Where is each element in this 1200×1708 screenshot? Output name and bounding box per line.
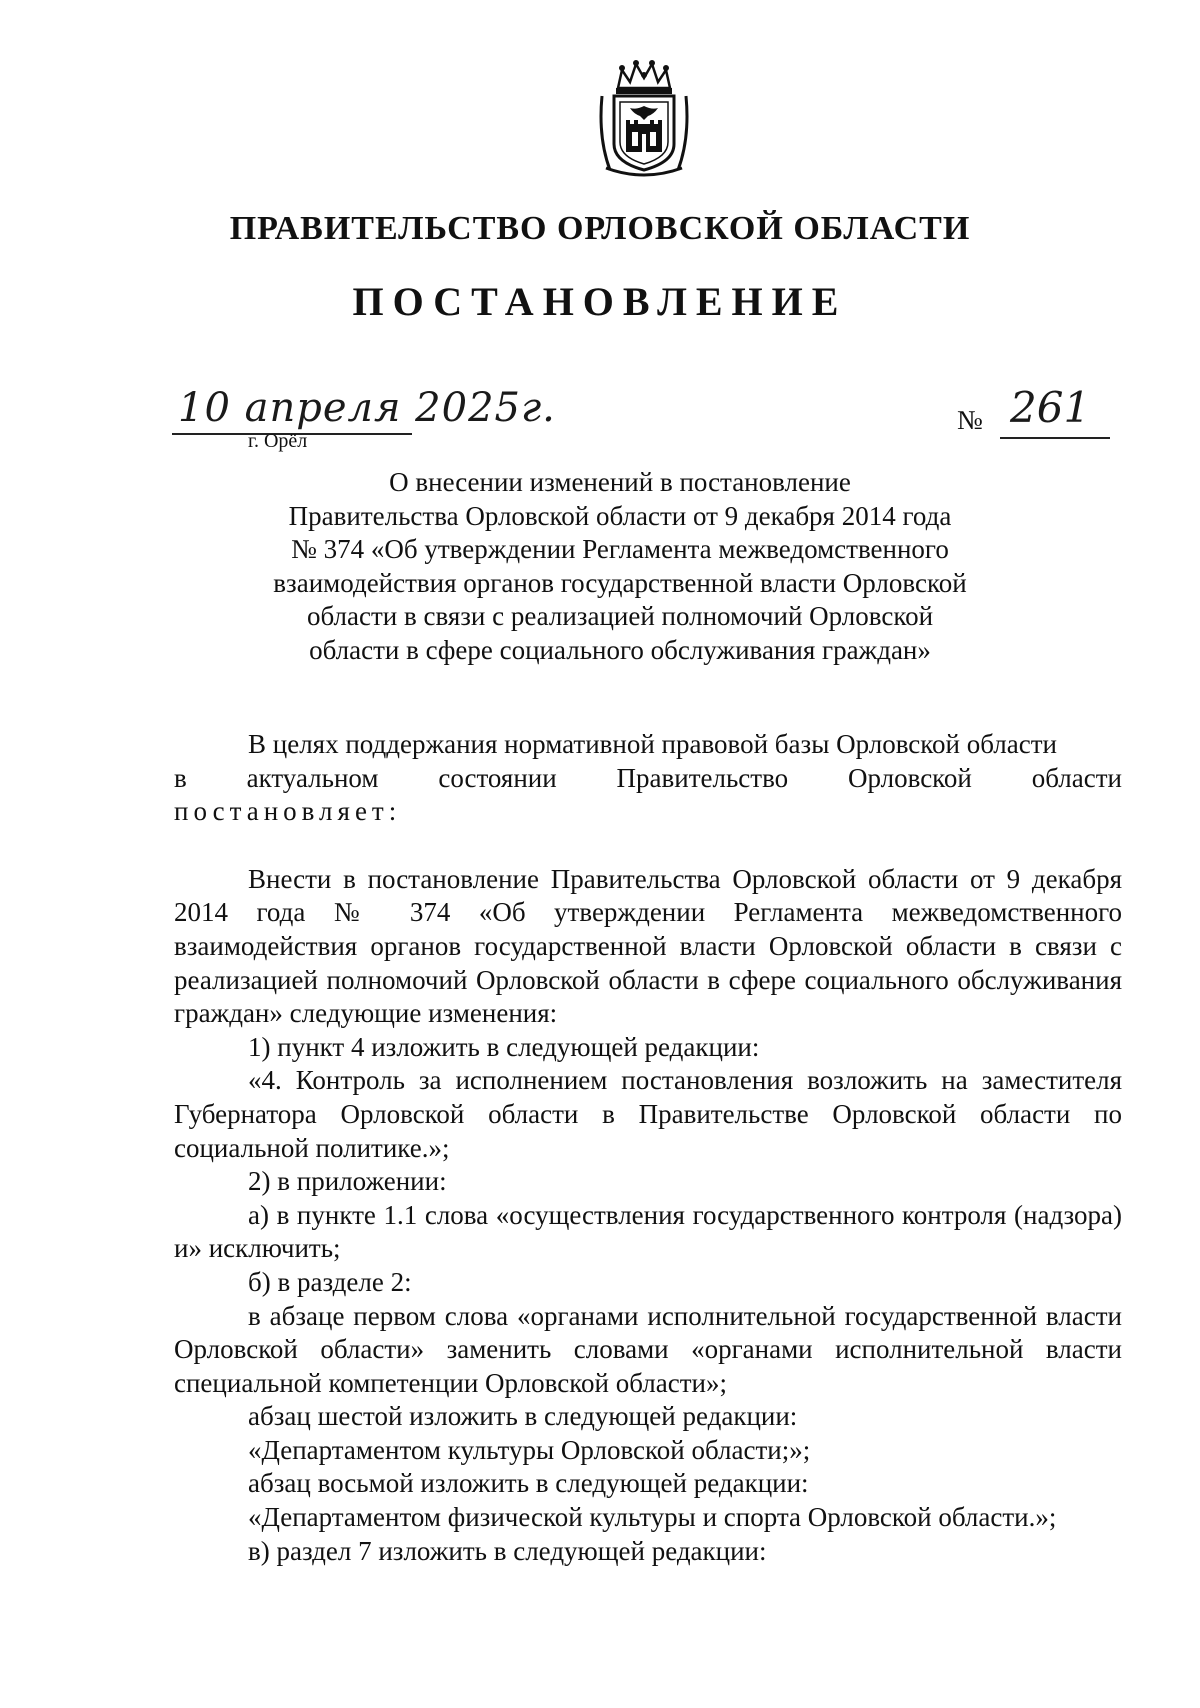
body-paragraph: в) раздел 7 изложить в следующей редакции: [248,1535,767,1566]
handwritten-number: 261 [1010,383,1091,432]
city-label: г. Орёл [248,430,308,452]
handwritten-date: 10 апреля 2025г. [178,385,556,431]
body-paragraph: абзац восьмой изложить в следующей редакции: [248,1468,809,1499]
coat-of-arms-icon [596,58,692,180]
subject-line: Правительства Орловской области от 9 декабря 2014 года [288,500,952,531]
organization-name: ПРАВИТЕЛЬСТВО ОРЛОВСКОЙ ОБЛАСТИ [229,210,971,247]
number-label: № [957,405,983,435]
body-paragraph: Внести в постановление Правительства Орловской области от 9 декабря 2014 года № 374 «Об утверждении Регламента межведомственного взаимодействия органов государственной власти Орловской области в связи с реализацией полномочий Орловской области в сфере социального обслуживания граждан» следующие изменения: [174,863,1122,1029]
subject-line: области в связи с реализацией полномочий Орловской [306,601,934,632]
subject-line: № 374 «Об утверждении Регламента межведомственного [291,534,949,565]
body-paragraph: а) в пункте 1.1 слова «осуществления государственного контроля (надзора) и» исключить; [174,1199,1122,1264]
body-paragraph: 2) в приложении: [248,1166,447,1197]
document-subject [230,466,1010,668]
document-body [174,728,1122,1568]
body-paragraph: в абзаце первом слова «органами исполнительной государственной власти Орловской области» заменить словами «органами исполнительной власти специальной компетенции Орловской области»; [174,1300,1122,1398]
subject-line: взаимодействия органов государственной власти Орловской [273,567,967,598]
body-paragraph: «Департаментом культуры Орловской области;»; [248,1434,811,1465]
document-type: ПОСТАНОВЛЕНИЕ [352,279,848,324]
number-underline [1000,437,1110,439]
resolution-word: постановляет: [174,796,402,827]
body-paragraph: 1) пункт 4 изложить в следующей редакции: [248,1031,760,1062]
body-paragraph: б) в разделе 2: [248,1266,412,1297]
body-paragraph: «4. Контроль за исполнением постановления возложить на заместителя Губернатора Орловской области в Правительстве Орловской области по социальной политике.»; [174,1065,1122,1163]
subject-line: области в сфере социального обслуживания граждан» [309,634,931,665]
body-paragraph: абзац шестой изложить в следующей редакции: [248,1401,798,1432]
body-paragraph: «Департаментом физической культуры и спорта Орловской области.»; [248,1502,1057,1533]
preamble-line: В целях поддержания нормативной правовой базы Орловской области [248,729,1057,759]
preamble-line: в актуальном состоянии Правительство Орловской области [174,762,1122,793]
subject-line: О внесении изменений в постановление [389,467,851,497]
